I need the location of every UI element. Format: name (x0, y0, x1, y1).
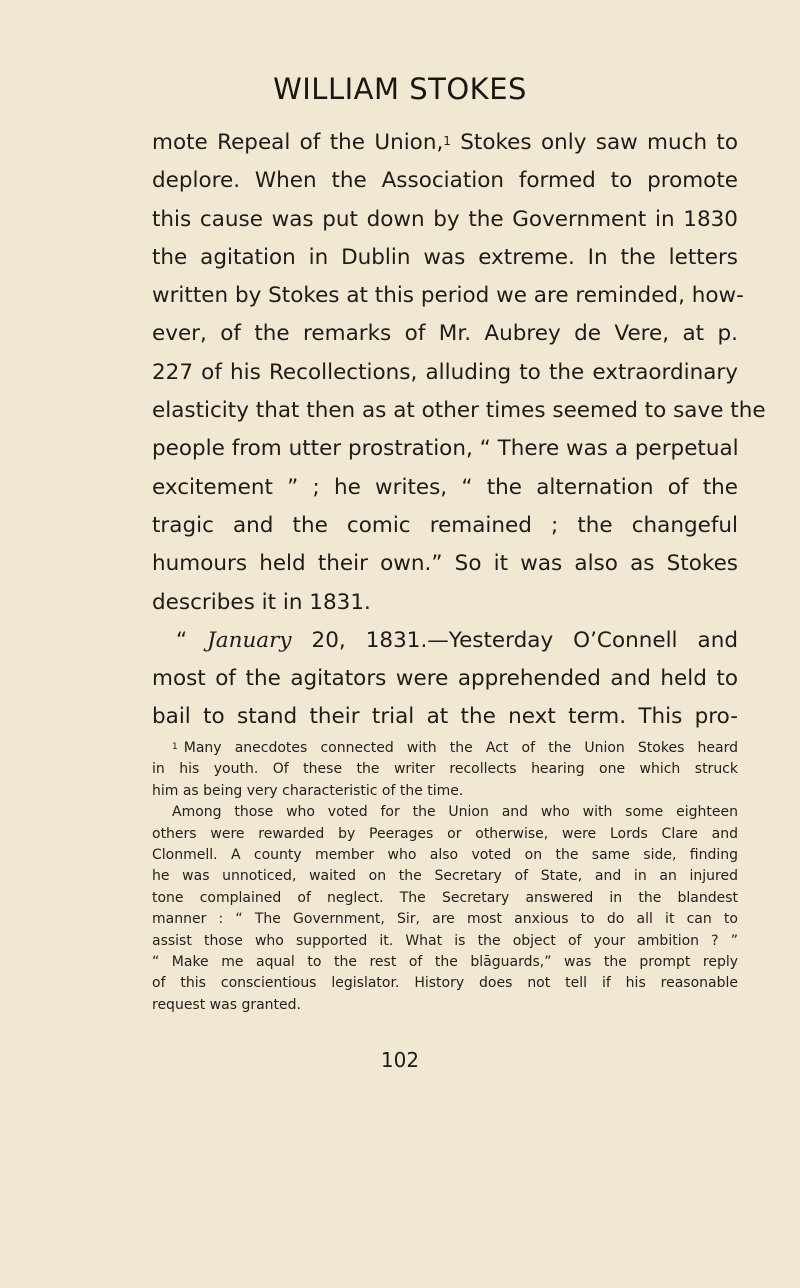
footnote-line: tone complained of neglect. The Secretary answered in the blandest (152, 889, 738, 906)
body-line: the agitation in Dublin was extreme. In the letters (152, 244, 738, 270)
quote-open: “ (176, 627, 208, 653)
footnote-line: in his youth. Of these the writer recollects hearing one which struck (152, 761, 738, 778)
body-line: excitement ” ; he writes, “ the alternation of the (152, 474, 738, 500)
footnote (152, 738, 738, 1016)
footnote-line: others were rewarded by Peerages or otherwise, were Lords Clare and (152, 825, 738, 842)
quote-line (152, 622, 738, 660)
running-head: WILLIAM STOKES (273, 72, 527, 106)
body-line: 227 of his Recollections, alluding to the extraordinary (152, 359, 738, 385)
quote-line: bail to stand their trial at the next term. This pro- (152, 704, 738, 730)
footnote-line: assist those who supported it. What is the object of your ambition ? ” (152, 932, 738, 949)
footnote-line: manner : “ The Government, Sir, are most anxious to do all it can to (152, 911, 738, 928)
footnote-reference: 1 (443, 134, 451, 148)
body-line (152, 124, 738, 162)
footnote-line: Among those who voted for the Union and who with some eighteen (172, 804, 738, 821)
body-line: people from utter prostration, “ There was a perpetual (152, 436, 739, 462)
body-line: this cause was put down by the Government in 1830 (152, 206, 738, 232)
body-line-text: Stokes only saw much to (450, 130, 738, 155)
footnote-line: of this conscientious legislator. History does not tell if his reasonable (152, 975, 738, 992)
page-number: 102 (380, 1048, 420, 1072)
body-text (152, 124, 766, 737)
body-line: written by Stokes at this period we are reminded, how- (152, 283, 744, 309)
footnote-line: request was granted. (152, 996, 301, 1013)
footnote-line: “ Make me aqual to the rest of the blāguards,” was the prompt reply (152, 954, 738, 971)
body-line: elasticity that then as at other times seemed to save the (152, 398, 766, 424)
quote-line-text: 20, 1831.—Yesterday O’Connell and (291, 627, 738, 653)
footnote-line (152, 738, 738, 759)
footnote-line: him as being very characteristic of the time. (152, 782, 464, 799)
footnote-line: Clonmell. A county member who also voted on the same side, finding (152, 847, 738, 864)
footnote-mark: 1 (172, 742, 178, 752)
quote-date-italic: January (207, 627, 292, 653)
body-line: deplore. When the Association formed to promote (152, 168, 738, 194)
quote-line: most of the agitators were apprehended and held to (152, 666, 738, 692)
footnote-line: he was unnoticed, waited on the Secretary of State, and in an injured (152, 868, 738, 885)
body-line: tragic and the comic remained ; the changeful (152, 512, 738, 538)
body-line-text: mote Repeal of the Union, (152, 130, 444, 155)
body-line: humours held their own.” So it was also as Stokes (152, 551, 738, 577)
footnote-line-text: Many anecdotes connected with the Act of the Union Stokes heard (183, 740, 738, 756)
body-line: ever, of the remarks of Mr. Aubrey de Vere, at p. (152, 321, 738, 347)
body-line: describes it in 1831. (152, 589, 371, 615)
